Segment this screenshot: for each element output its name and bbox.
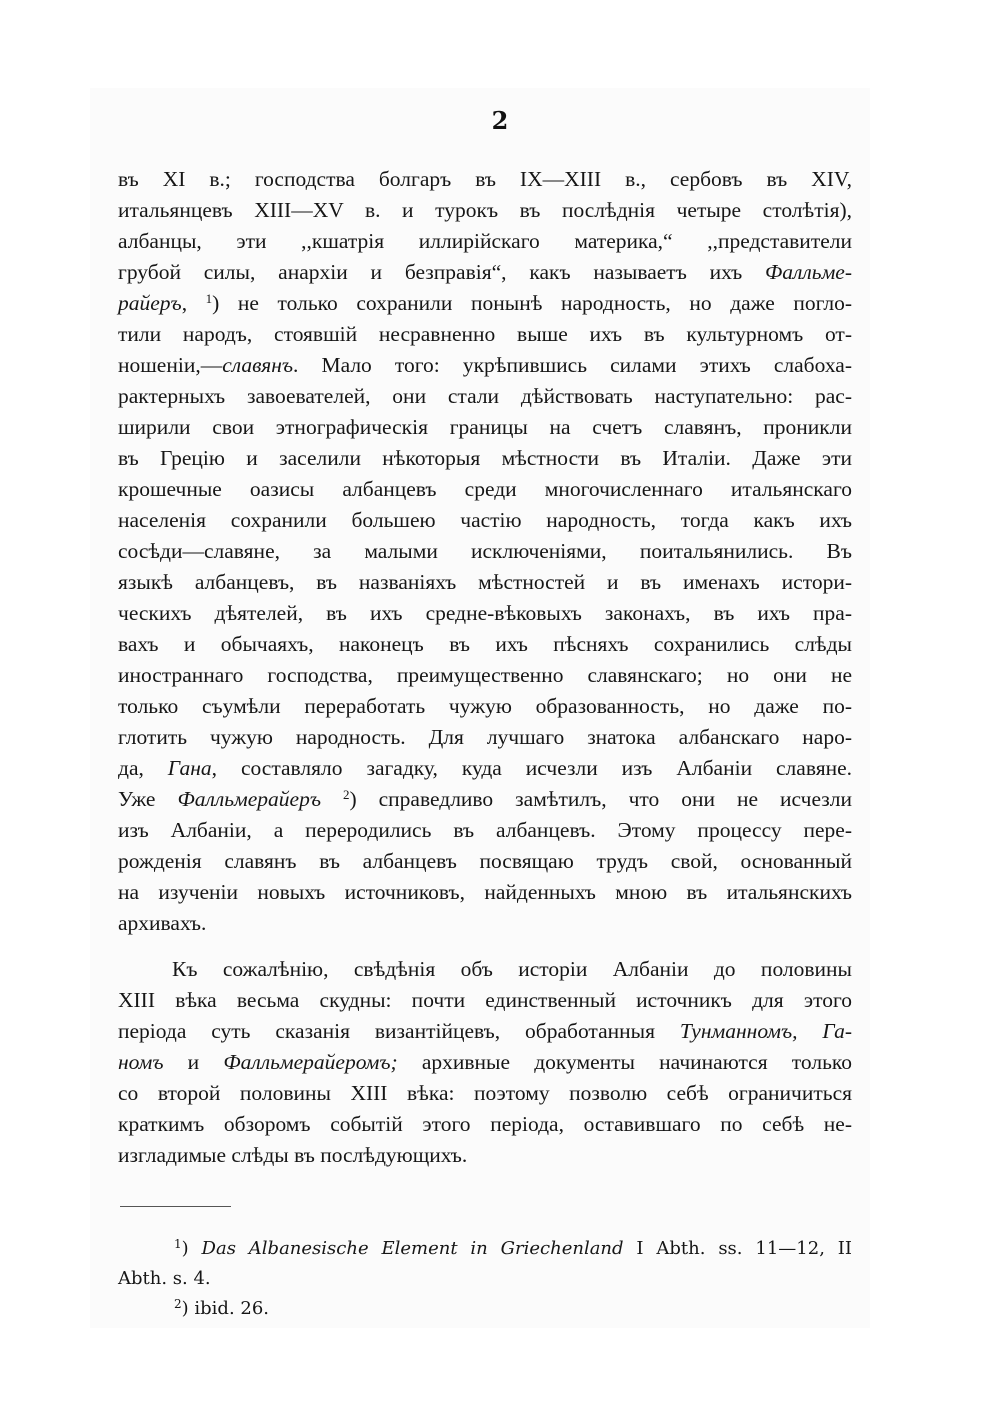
text-line: [118, 164, 852, 195]
text-line: [118, 908, 852, 939]
text-line: [118, 350, 852, 381]
text-segment: вахъ и обычаяхъ, наконецъ въ ихъ пѣсняхъ сохранились слѣды: [118, 632, 852, 656]
footnote-reference: I Abth. ss. 11—12, II: [623, 1238, 852, 1259]
paragraph-gap: [118, 939, 852, 954]
text-line: [118, 536, 852, 567]
text-segment: и: [163, 1050, 224, 1074]
text-segment: въ Грецію и заселили нѣкоторыя мѣстности въ Италіи. Даже эти: [118, 446, 852, 470]
text-segment: изгладимые слѣды въ послѣдующихъ.: [118, 1143, 468, 1167]
text-segment: иностраннаго господства, преимущественно славянскаго; но они не: [118, 663, 852, 687]
text-line: [118, 505, 852, 536]
footnote-2: [118, 1294, 852, 1324]
text-line: [118, 784, 852, 815]
footnote-reference-marker: 2: [342, 787, 350, 802]
text-line: [118, 660, 852, 691]
text-segment: рожденія славянъ въ албанцевъ посвящаю трудъ свой, основанный: [118, 849, 852, 873]
italic-name: Фалльмерайеръ: [177, 787, 321, 811]
text-line: [118, 226, 852, 257]
text-line: [118, 954, 852, 985]
footnote-separator: [120, 1206, 231, 1207]
footnote-reference-marker: 1: [205, 291, 213, 306]
text-segment: ческихъ дѣятелей, въ ихъ средне-вѣковыхъ законахъ, въ ихъ пра-: [118, 601, 852, 625]
text-segment: ,: [181, 291, 206, 315]
text-segment: въ XI в.; господства болгаръ въ IX—XIII в., сербовъ въ XIV,: [118, 167, 852, 191]
footnote-1: $^1$) Das Albanesische Element in Griechenland I Abth. ss. 11—12, II: [174, 1237, 852, 1259]
text-segment: албанцы, эти ,,кшатрія иллирійскаго материка,“ ,,представители: [118, 229, 852, 253]
text-line: [118, 319, 852, 350]
text-segment: населенія сохранили большею частію народность, тогда какъ ихъ: [118, 508, 852, 532]
text-line: [118, 1109, 852, 1140]
text-segment: изъ Албаніи, а переродились въ албанцевъ. Этому процессу пере-: [118, 818, 852, 842]
body-text: [118, 164, 852, 1171]
text-line: [118, 288, 852, 319]
footnote-marker: 2: [174, 1297, 182, 1311]
text-line: [118, 722, 852, 753]
page-number: 2: [491, 106, 509, 135]
text-segment: ношеніи,—: [118, 353, 223, 377]
text-line: [118, 257, 852, 288]
text-segment: XIII вѣка весьма скудны: почти единственный источникъ для этого: [118, 988, 852, 1012]
text-segment: Къ сожалѣнію, свѣдѣнія объ исторіи Албаніи до половины: [172, 957, 852, 981]
text-segment: ) не только сохранили понынѣ народность, но даже погло-: [212, 291, 853, 315]
text-segment: краткимъ обзоромъ событій этого періода, оставившаго по себѣ не-: [118, 1112, 852, 1136]
footnote-marker: 1: [174, 1237, 182, 1251]
text-segment: крошечные оазисы албанцевъ среди многочисленнаго итальянскаго: [118, 477, 852, 501]
text-line: [118, 753, 852, 784]
text-segment: только съумѣли переработать чужую образованность, но даже по-: [118, 694, 852, 718]
text-line: [118, 985, 852, 1016]
footnote-text: ) ibid. 26.: [181, 1298, 270, 1319]
text-segment: тили народъ, стоявшій несравненно выше ихъ въ культурномъ от-: [118, 322, 852, 346]
footnotes: [118, 1234, 852, 1324]
text-line: [118, 691, 852, 722]
text-segment: языкѣ албанцевъ, въ названіяхъ мѣстностей и въ именахъ истори-: [118, 570, 852, 594]
text-line: [118, 1078, 852, 1109]
footnote-source-title: Das Albanesische Element in Griechenland: [201, 1238, 624, 1259]
text-line: [118, 412, 852, 443]
italic-name: Фалльме-: [765, 260, 852, 284]
text-line: [118, 1016, 852, 1047]
text-line: [118, 1047, 852, 1078]
text-segment: , составляло загадку, куда исчезли изъ Албаніи славяне.: [211, 756, 853, 780]
paragraph: [118, 164, 852, 939]
text-segment: ) справедливо замѣтилъ, что они не исчезли: [349, 787, 853, 811]
text-segment: сосѣди—славяне, за малыми исключеніями, поитальянились. Въ: [118, 539, 852, 563]
footnote-1-continuation: Abth. s. 4.: [118, 1268, 211, 1289]
text-line: [118, 443, 852, 474]
text-segment: архивные документы начинаются только: [397, 1050, 852, 1074]
text-line: [118, 629, 852, 660]
text-line: [118, 195, 852, 226]
text-line: [118, 846, 852, 877]
italic-name: славянъ: [222, 353, 294, 377]
text-line: [118, 567, 852, 598]
text-line: [118, 815, 852, 846]
text-segment: итальянцевъ XIII—XV в. и турокъ въ послѣднія четыре столѣтія),: [118, 198, 852, 222]
text-segment: періода суть сказанія византійцевъ, обработанныя: [118, 1019, 680, 1043]
text-segment: Уже: [118, 787, 178, 811]
italic-name: номъ: [118, 1050, 164, 1074]
italic-name: райеръ: [118, 291, 182, 315]
italic-name: Тунманномъ, Га-: [679, 1019, 853, 1043]
text-line: [118, 877, 852, 908]
italic-name: Фалльмерайеромъ;: [223, 1050, 398, 1074]
text-line: [118, 598, 852, 629]
text-line: [118, 1140, 852, 1171]
text-segment: ширили свои этнографическія границы на счетъ славянъ, проникли: [118, 415, 852, 439]
text-segment: архивахъ.: [118, 911, 207, 935]
text-segment: со второй половины XIII вѣка: поэтому позволю себѣ ограничиться: [118, 1081, 852, 1105]
text-segment: . Мало того: укрѣпившись силами этихъ слабоха-: [293, 353, 852, 377]
text-segment: на изученіи новыхъ источниковъ, найденныхъ мною въ итальянскихъ: [118, 880, 852, 904]
paragraph: [118, 954, 852, 1171]
text-line: [118, 474, 852, 505]
text-segment: да,: [118, 756, 168, 780]
text-line: [118, 381, 852, 412]
italic-name: Гана: [167, 756, 212, 780]
text-segment: [321, 787, 343, 811]
text-segment: глотить чужую народность. Для лучшаго знатока албанскаго наро-: [118, 725, 852, 749]
text-segment: рактерныхъ завоевателей, они стали дѣйствовать наступательно: рас-: [118, 384, 852, 408]
text-segment: грубой силы, анархіи и безправія“, какъ называетъ ихъ: [118, 260, 765, 284]
